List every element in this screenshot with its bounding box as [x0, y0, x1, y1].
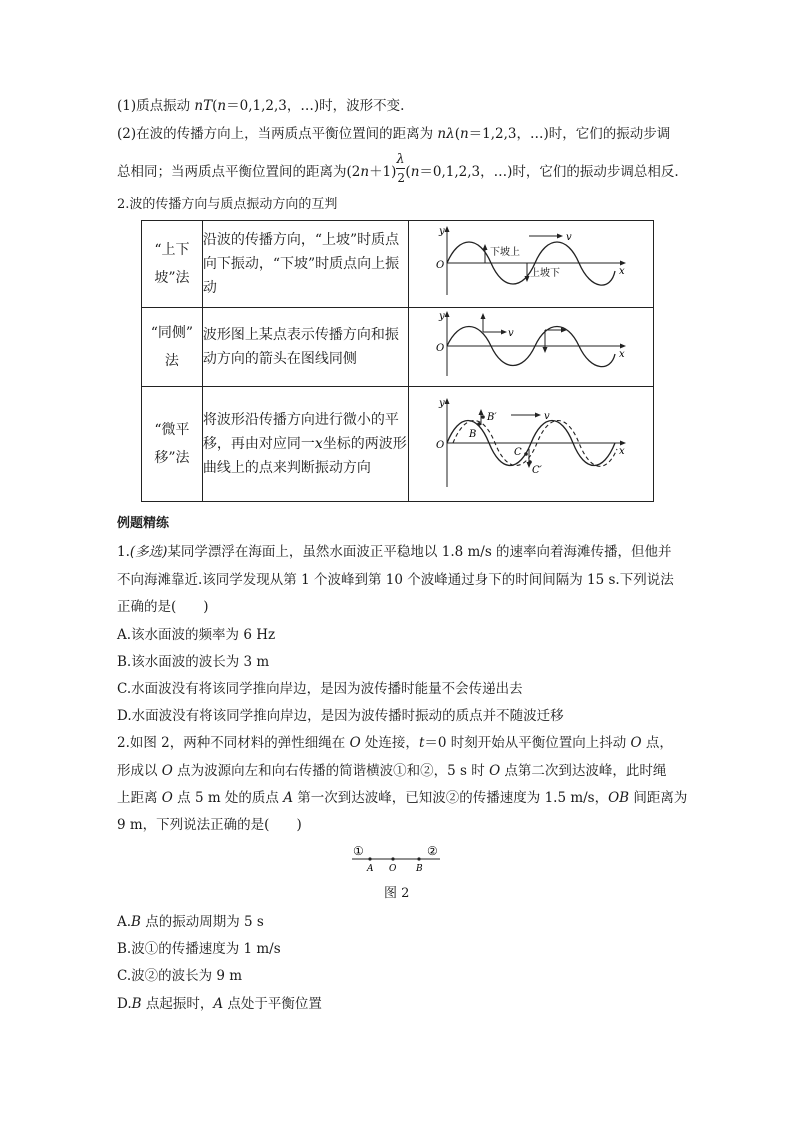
question-2-line2 [117, 762, 666, 780]
description-cell [202, 387, 408, 502]
rule-2b-plus: ＋1) [369, 164, 397, 180]
method-cell [142, 221, 203, 308]
q2-var-o: O [161, 763, 173, 779]
rule-1-text: (1)质点振动 [117, 98, 195, 114]
q2-text: 点为波源向左和向右传播的简谐横波①和②，5 s 时 [172, 763, 490, 779]
arrowhead-down [526, 462, 531, 468]
q2-var-o: O [489, 763, 501, 779]
option-prefix: A. [117, 914, 132, 930]
description-var-x: x [314, 436, 323, 452]
q2-text: 点， [641, 735, 673, 751]
question-2-option-c [117, 967, 242, 985]
rule-2-tail: ＝1,2,3，…)时，它们的振动步调 [468, 126, 671, 142]
question-1-line3: 正确的是( ) [117, 599, 209, 615]
table-row [142, 221, 654, 308]
point-c-prime-label: C′ [531, 465, 542, 476]
rule-2-line2 [117, 151, 679, 185]
point-o-marker [391, 857, 394, 860]
arrowhead-right [501, 330, 507, 335]
question-2-line4: 9 m，下列说法正确的是( ) [117, 817, 302, 833]
description-text: 将波形沿传播方向进行微小的平移，再由对应同一 [202, 412, 399, 452]
option-text: C.波②的波长为 9 m [117, 968, 243, 984]
lambda-over-2-fraction [396, 151, 406, 185]
point-b [477, 422, 481, 426]
arrowhead-down [542, 347, 547, 353]
table-row [142, 387, 654, 502]
q2-var-o: O [349, 735, 361, 751]
rule-2b-var-n: n [360, 164, 370, 180]
option-var: B [131, 914, 141, 930]
q2-var-o: O [630, 735, 642, 751]
y-axis-arrow [444, 226, 449, 232]
y-axis-label: y [438, 398, 445, 409]
rule-2-line1 [117, 125, 670, 143]
description-text-tail: 坐标的两波形曲线上的点来判断振动方向 [202, 436, 407, 476]
wave-1-label: ① [353, 844, 364, 858]
question-2-line3 [117, 789, 687, 807]
question-number: 1. [117, 544, 130, 560]
q2-var-t: t [418, 735, 425, 751]
rule-2b-paren: ( [405, 164, 411, 180]
q2-text: 点 5 m 处的质点 [172, 790, 284, 806]
rule-2-text: (2)在波的传播方向上，当两质点平衡位置间的距离为 [117, 126, 438, 142]
arrowhead-up [482, 244, 487, 250]
down-slope-up-label: 下坡上 [489, 247, 520, 258]
method-name: “上下 坡”法 [154, 242, 190, 286]
velocity-label: v [565, 232, 572, 243]
rule-1-paren: ( [212, 98, 218, 114]
multi-choice-tag: (多选) [129, 544, 168, 560]
rule-1 [117, 97, 404, 115]
x-axis-arrow [620, 261, 626, 266]
velocity-label: v [543, 411, 550, 422]
point-c [524, 452, 528, 456]
wave-curve [447, 327, 615, 367]
description-cell: 波形图上某点表示传播方向和振动方向的箭头在图线同侧 [202, 308, 408, 387]
point-a-label: A [367, 864, 374, 874]
point-b-label: B [468, 429, 477, 440]
q2-text: 点第二次到达波峰，此时绳 [500, 763, 667, 779]
point-c-label: C [513, 447, 522, 458]
question-2-option-b [117, 940, 281, 958]
slope-method-diagram [409, 221, 653, 303]
question-2-line1 [117, 734, 673, 752]
figure-cell [408, 387, 653, 502]
wave-direction-table [141, 220, 654, 502]
description-cell: 沿波的传播方向，“上坡”时质点向下振动，“下坡”时质点向上振动 [202, 221, 408, 308]
x-axis-label: x [618, 349, 625, 360]
point-o-label: O [389, 864, 397, 874]
y-axis-label: y [438, 311, 445, 322]
option-text: B.波①的传播速度为 1 m/s [117, 941, 281, 957]
arrowhead-up [478, 409, 483, 415]
rule-2-var-nl: nλ [437, 126, 455, 142]
question-1-option-c: C.水面波没有将该同学推向岸边，是因为波传播时能量不会传递出去 [117, 681, 523, 697]
figure-cell [408, 308, 653, 387]
velocity-arrowhead [557, 234, 563, 239]
fraction-denominator: 2 [397, 170, 406, 185]
method-name: “同侧” 法 [150, 325, 194, 369]
rule-1-tail: ＝0,1,2,3，…)时，波形不变. [226, 98, 405, 114]
figure-cell [408, 221, 653, 308]
y-axis-arrow [444, 311, 449, 317]
rule-2-paren: ( [454, 126, 460, 142]
option-text: 点处于平衡位置 [223, 996, 322, 1012]
question-text: 某同学漂浮在海面上，虽然水面波正平稳地以 1.8 m/s 的速率向着海滩传播，但他并 [167, 544, 672, 560]
same-side-method-diagram [409, 308, 653, 382]
up-slope-down-label: 上坡下 [529, 268, 560, 279]
point-b-label: B [416, 864, 423, 874]
question-2-option-d [117, 995, 322, 1013]
question-1-option-a: A.该水面波的频率为 6 Hz [117, 627, 276, 643]
figure-2-caption: 图 2 [384, 886, 410, 901]
question-1-line2: 不向海滩靠近.该同学发现从第 1 个波峰到第 10 个波峰通过身下的时间间隔为 15 s.下列说法 [117, 572, 674, 588]
q2-text: ＝0 时刻开始从平衡位置向上抖动 [424, 735, 631, 751]
rule-2b-text: 总相同；当两质点平衡位置间的距离为(2 [117, 164, 361, 180]
question-2-option-a [117, 913, 264, 931]
q2-var-ob: OB [608, 790, 630, 806]
wave-2-label: ② [427, 844, 438, 858]
q2-text: 处连接， [360, 735, 419, 751]
x-axis-arrow [620, 344, 626, 349]
q2-text: 间距离为 [629, 790, 688, 806]
q2-text: 形成以 [117, 763, 162, 779]
example-title: 例题精练 [117, 516, 170, 531]
shift-method-diagram [409, 387, 653, 497]
x-axis-label: x [618, 266, 625, 277]
point-b-prime-label: B′ [486, 412, 497, 423]
question-1-line1 [117, 543, 672, 561]
option-var: A [213, 996, 224, 1012]
q2-var-a: A [283, 790, 293, 806]
rule-1-var-n: n [217, 98, 227, 114]
method-name: “微平 移”法 [154, 422, 190, 466]
rule-2b-var-n2: n [410, 164, 420, 180]
section-2-title: 2.波的传播方向与质点振动方向的互判 [117, 197, 338, 212]
y-axis-arrow [444, 398, 449, 404]
origin-label: O [435, 440, 445, 451]
rule-2-var-n: n [459, 126, 469, 142]
x-axis-arrow [620, 441, 626, 446]
q2-text: 2.如图 2，两种不同材料的弹性细绳在 [117, 735, 350, 751]
option-prefix: D. [117, 996, 132, 1012]
point-b-marker [417, 857, 420, 860]
method-cell [142, 308, 203, 387]
method-cell [142, 387, 203, 502]
figure-2-rope-diagram [340, 840, 450, 876]
option-var: B [131, 996, 142, 1012]
point-a-marker [368, 857, 371, 860]
x-axis-label: x [618, 446, 625, 457]
q2-var-o: O [161, 790, 173, 806]
velocity-label: v [507, 328, 514, 339]
origin-label: O [435, 260, 445, 271]
question-1-option-d: D.水面波没有将该同学推向岸边，是因为波传播时振动的质点并不随波迁移 [117, 708, 564, 724]
option-text: 点起振时， [141, 996, 214, 1012]
table-row [142, 308, 654, 387]
origin-label: O [435, 343, 445, 354]
question-1-option-b: B.该水面波的波长为 3 m [117, 654, 270, 670]
arrowhead-up [480, 313, 485, 319]
option-text: 点的振动周期为 5 s [140, 914, 264, 930]
fraction-numerator: λ [396, 151, 405, 167]
point-b-prime [481, 415, 485, 419]
y-axis-label: y [438, 226, 445, 237]
rule-2b-tail: ＝0,1,2,3，…)时，它们的振动步调总相反. [419, 164, 679, 180]
rule-1-var-nt: nT [194, 98, 213, 114]
q2-text: 第一次到达波峰，已知波②的传播速度为 1.5 m/s， [292, 790, 609, 806]
q2-text: 上距离 [117, 790, 162, 806]
velocity-arrowhead [535, 413, 541, 418]
